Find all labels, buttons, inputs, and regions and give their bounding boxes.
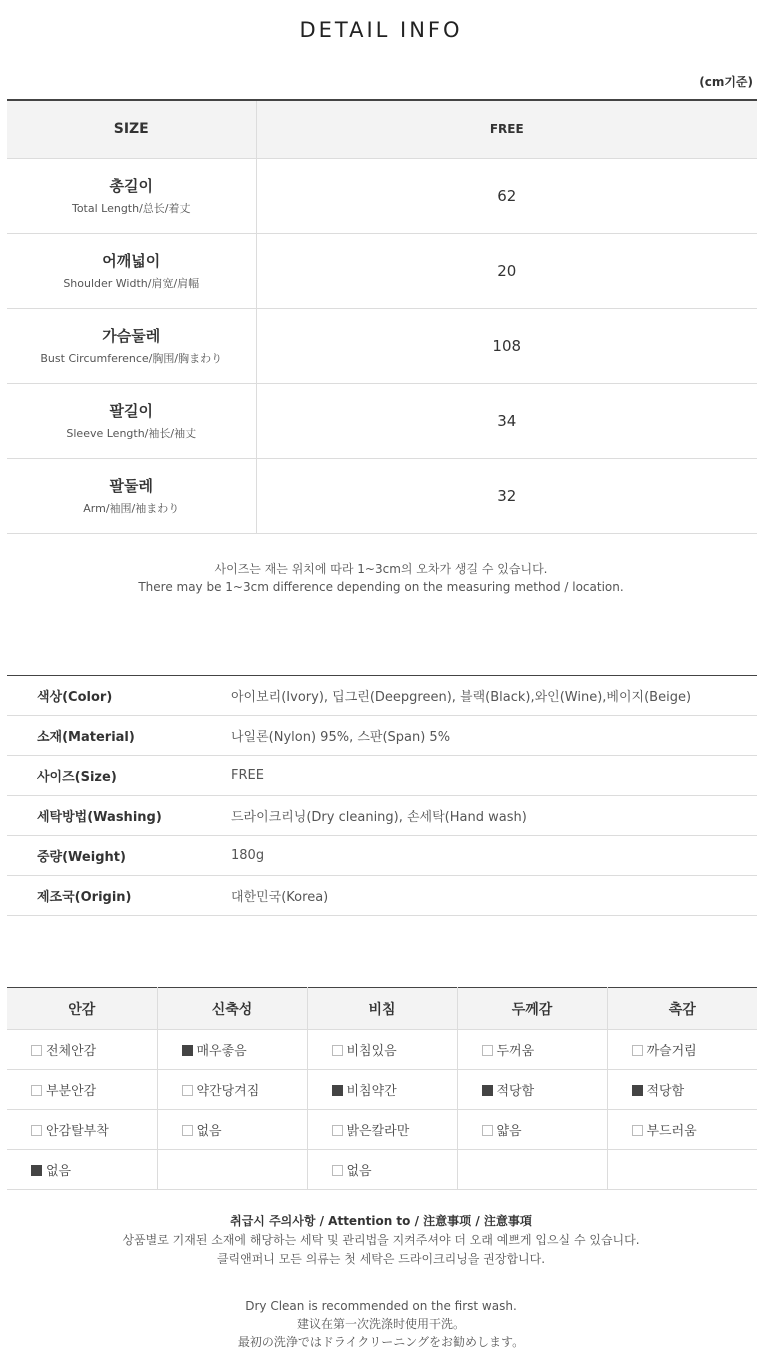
info-value: 나일론(Nylon) 95%, 스판(Span) 5% xyxy=(231,716,757,756)
fabric-header-lining: 안감 xyxy=(7,988,157,1030)
fabric-header-row xyxy=(7,988,757,1030)
fabric-cell xyxy=(607,1110,757,1150)
fabric-option-label: 부분안감 xyxy=(46,1084,97,1099)
dry-clean-note xyxy=(0,1297,762,1351)
fabric-cell xyxy=(157,1070,307,1110)
fabric-cell xyxy=(7,1150,157,1190)
fabric-cell xyxy=(7,1030,157,1070)
fabric-option-label: 매우좋음 xyxy=(196,1044,247,1059)
unchecked-checkbox-icon xyxy=(332,1125,343,1136)
care-instructions xyxy=(0,1212,762,1269)
dry-clean-ja: 最初の洗浄ではドライクリーニングをお勧めします。 xyxy=(237,1335,525,1349)
fabric-option-label: 적당함 xyxy=(646,1084,685,1099)
measure-value: 108 xyxy=(492,337,522,355)
product-info-table xyxy=(7,675,757,916)
checked-checkbox-icon xyxy=(632,1085,643,1096)
fabric-cell xyxy=(307,1110,457,1150)
size-row-shoulder-width xyxy=(7,233,757,308)
checked-checkbox-icon xyxy=(182,1045,193,1056)
info-label: 중량(Weight) xyxy=(7,836,231,876)
unchecked-checkbox-icon xyxy=(482,1045,493,1056)
info-value: 대한민국(Korea) xyxy=(231,876,757,916)
fabric-cell xyxy=(607,1030,757,1070)
fabric-cell xyxy=(607,1070,757,1110)
measure-name: 어깨넓이 xyxy=(102,252,161,270)
care-title: 취급시 주의사항 / Attention to / 注意事项 / 注意事項 xyxy=(230,1214,532,1228)
unchecked-checkbox-icon xyxy=(31,1125,42,1136)
unchecked-checkbox-icon xyxy=(482,1125,493,1136)
info-value: 드라이크리닝(Dry cleaning), 손세탁(Hand wash) xyxy=(231,796,757,836)
care-line: 클릭앤퍼니 모든 의류는 첫 세탁은 드라이크리닝을 권장합니다. xyxy=(216,1252,546,1266)
fabric-option-label: 전체안감 xyxy=(46,1044,97,1059)
page-title: DETAIL INFO xyxy=(299,18,463,42)
measure-name: 팔둘레 xyxy=(109,477,153,495)
fabric-option-label: 얇음 xyxy=(496,1124,522,1139)
measure-name: 가슴둘레 xyxy=(102,327,161,345)
size-row-sleeve-length xyxy=(7,383,757,458)
measure-subtitle: Shoulder Width/肩宽/肩幅 xyxy=(63,277,200,290)
size-table xyxy=(7,99,757,534)
unchecked-checkbox-icon xyxy=(632,1125,643,1136)
info-row-weight xyxy=(7,836,757,876)
info-value: FREE xyxy=(231,756,757,796)
fabric-option-label: 부드러움 xyxy=(646,1124,697,1139)
fabric-cell xyxy=(607,1150,757,1190)
unchecked-checkbox-icon xyxy=(182,1085,193,1096)
fabric-option-label: 까슬거림 xyxy=(646,1044,697,1059)
measure-subtitle: Bust Circumference/胸围/胸まわり xyxy=(40,352,223,365)
fabric-option-label: 밝은칼라만 xyxy=(346,1124,410,1139)
fabric-row xyxy=(7,1070,757,1110)
fabric-cell xyxy=(7,1070,157,1110)
measure-name: 총길이 xyxy=(109,177,153,195)
measurement-note-ko: 사이즈는 재는 위치에 따라 1~3cm의 오차가 생길 수 있습니다. xyxy=(214,562,548,576)
fabric-cell xyxy=(307,1070,457,1110)
unchecked-checkbox-icon xyxy=(632,1045,643,1056)
care-line: 상품별로 기재된 소재에 해당하는 세탁 및 관리법을 지켜주셔야 더 오래 예쁘게 입으실 수 있습니다. xyxy=(122,1233,640,1247)
fabric-option-label: 적당함 xyxy=(496,1084,535,1099)
fabric-cell xyxy=(7,1110,157,1150)
info-row-color xyxy=(7,676,757,716)
fabric-cell xyxy=(157,1030,307,1070)
fabric-header-sheerness: 비침 xyxy=(307,988,457,1030)
fabric-header-texture: 촉감 xyxy=(607,988,757,1030)
info-label: 세탁방법(Washing) xyxy=(7,796,231,836)
size-row-total-length xyxy=(7,158,757,233)
unchecked-checkbox-icon xyxy=(31,1045,42,1056)
fabric-cell xyxy=(307,1150,457,1190)
info-row-origin xyxy=(7,876,757,916)
fabric-cell xyxy=(157,1110,307,1150)
checked-checkbox-icon xyxy=(332,1085,343,1096)
measurement-note xyxy=(0,560,762,596)
info-value: 아이보리(Ivory), 딥그린(Deepgreen), 블랙(Black),와인(Wine),베이지(Beige) xyxy=(231,676,757,716)
info-row-material xyxy=(7,716,757,756)
measure-subtitle: Total Length/总长/着丈 xyxy=(71,202,191,215)
fabric-row xyxy=(7,1150,757,1190)
info-label: 소재(Material) xyxy=(7,716,231,756)
fabric-cell xyxy=(457,1150,607,1190)
unit-note: (cm기준) xyxy=(699,75,753,89)
size-header-label: SIZE xyxy=(7,100,256,158)
fabric-option-label: 없음 xyxy=(346,1164,372,1179)
fabric-option-label: 비침있음 xyxy=(346,1044,397,1059)
measure-value: 20 xyxy=(497,262,517,280)
size-header-value: FREE xyxy=(256,100,757,158)
fabric-option-label: 없음 xyxy=(46,1164,72,1179)
unchecked-checkbox-icon xyxy=(332,1165,343,1176)
size-row-bust xyxy=(7,308,757,383)
measure-value: 62 xyxy=(497,187,517,205)
measurement-note-en: There may be 1~3cm difference depending on the measuring method / location. xyxy=(138,580,624,594)
measure-subtitle: Sleeve Length/袖长/袖丈 xyxy=(66,427,197,440)
info-row-size xyxy=(7,756,757,796)
unchecked-checkbox-icon xyxy=(182,1125,193,1136)
measure-value: 32 xyxy=(497,487,517,505)
fabric-row xyxy=(7,1110,757,1150)
fabric-header-stretch: 신축성 xyxy=(157,988,307,1030)
unchecked-checkbox-icon xyxy=(31,1085,42,1096)
dry-clean-zh: 建议在第一次洗涤时使用干洗。 xyxy=(296,1317,465,1331)
size-row-arm xyxy=(7,458,757,533)
fabric-option-label: 약간당겨짐 xyxy=(196,1084,260,1099)
fabric-properties-table xyxy=(7,987,757,1190)
fabric-cell xyxy=(157,1150,307,1190)
fabric-option-label: 안감탈부착 xyxy=(46,1124,109,1139)
fabric-header-thickness: 두께감 xyxy=(457,988,607,1030)
info-label: 제조국(Origin) xyxy=(7,876,231,916)
fabric-option-label: 두꺼움 xyxy=(496,1044,535,1059)
fabric-cell xyxy=(457,1070,607,1110)
fabric-row xyxy=(7,1030,757,1070)
fabric-cell xyxy=(457,1030,607,1070)
fabric-option-label: 없음 xyxy=(196,1124,222,1139)
info-label: 색상(Color) xyxy=(7,676,231,716)
measure-name: 팔길이 xyxy=(109,402,153,420)
dry-clean-en: Dry Clean is recommended on the first wash. xyxy=(245,1299,517,1313)
fabric-cell xyxy=(307,1030,457,1070)
unchecked-checkbox-icon xyxy=(332,1045,343,1056)
info-value: 180g xyxy=(231,836,757,876)
measure-subtitle: Arm/袖围/袖まわり xyxy=(83,502,180,515)
checked-checkbox-icon xyxy=(482,1085,493,1096)
fabric-cell xyxy=(457,1110,607,1150)
fabric-option-label: 비침약간 xyxy=(346,1084,397,1099)
info-row-washing xyxy=(7,796,757,836)
measure-value: 34 xyxy=(497,412,517,430)
checked-checkbox-icon xyxy=(31,1165,42,1176)
info-label: 사이즈(Size) xyxy=(7,756,231,796)
size-table-header xyxy=(7,100,757,158)
